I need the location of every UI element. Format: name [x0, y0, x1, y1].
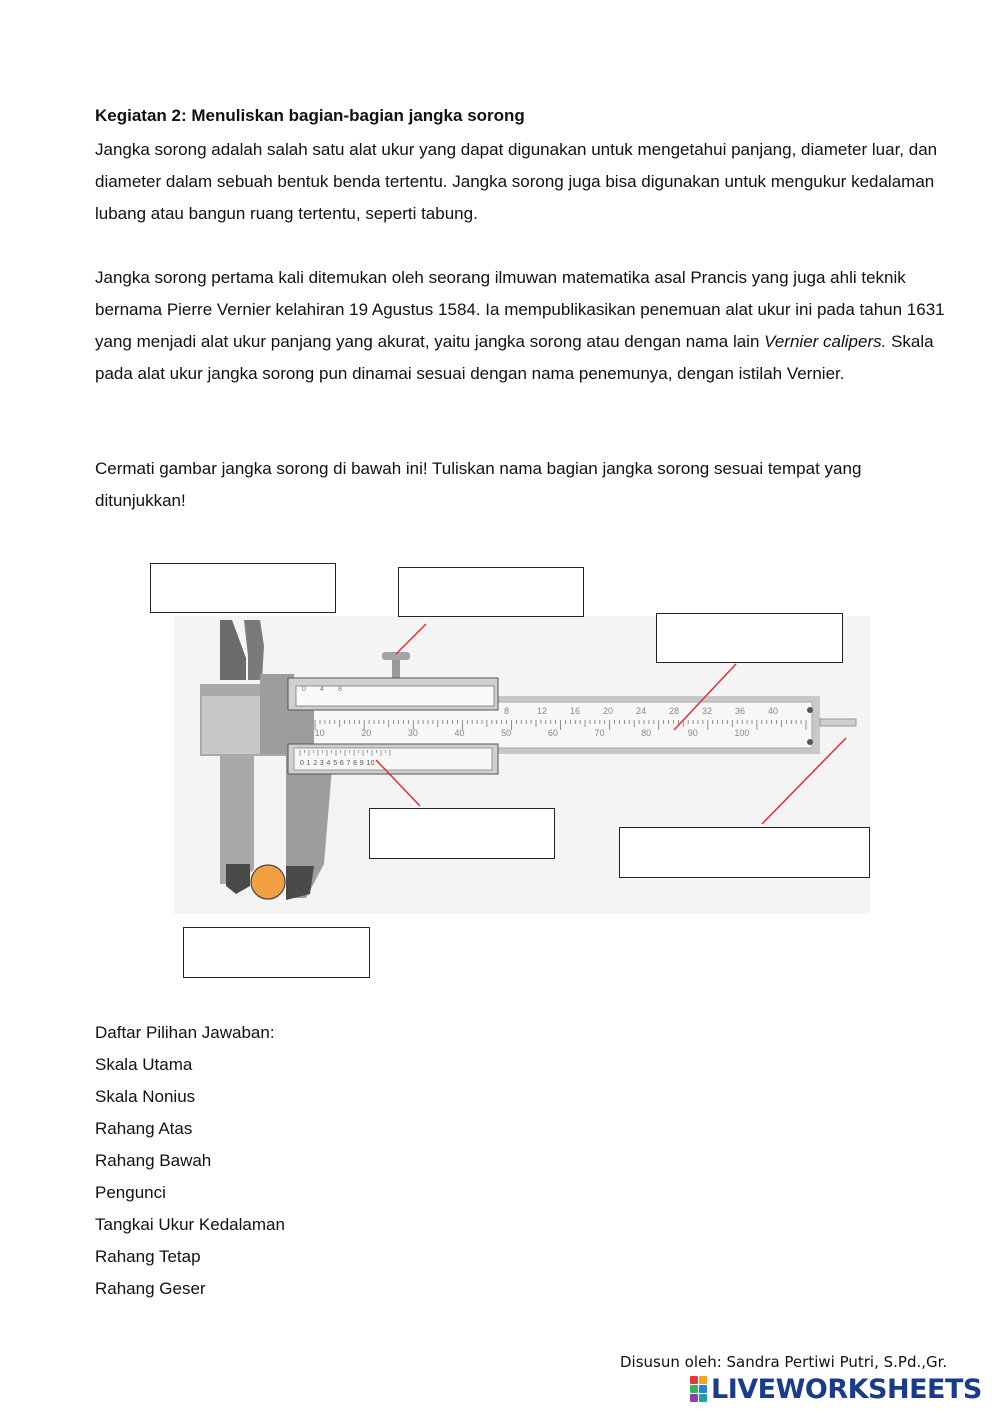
choice-item: Tangkai Ukur Kedalaman — [95, 1215, 285, 1234]
logo-square — [699, 1376, 707, 1384]
depth-scale-window — [296, 686, 494, 706]
logo-square — [690, 1385, 698, 1393]
fixed-jaw-tip — [226, 864, 250, 894]
beam-rivet-bottom — [807, 739, 813, 745]
main-scale-label: 60 — [547, 728, 558, 738]
depth-rod — [820, 719, 856, 726]
choice-item: Rahang Atas — [95, 1119, 193, 1138]
answer-box-depth-rod[interactable] — [619, 827, 870, 878]
upper-scale-label: 36 — [735, 706, 746, 716]
vernier-scale-labels: 0 1 2 3 4 5 6 7 8 9 10 — [300, 760, 375, 767]
liveworksheets-logo[interactable] — [690, 1374, 982, 1404]
choice-item: Skala Nonius — [95, 1087, 196, 1106]
logo-square — [699, 1394, 707, 1402]
main-scale-label: 100 — [734, 728, 750, 738]
answer-box-lower-jaw[interactable] — [183, 927, 370, 978]
logo-square — [690, 1394, 698, 1402]
choice-item: Rahang Bawah — [95, 1151, 212, 1170]
main-scale-label: 50 — [501, 728, 512, 738]
instruction-paragraph: Cermati gambar jangka sorong di bawah ini! Tuliskan nama bagian jangka sorong sesuai tempat yang ditunjukkan! — [95, 459, 862, 510]
beam-rivet-top — [807, 707, 813, 713]
answer-choices — [95, 1017, 285, 1305]
main-scale-label: 90 — [687, 728, 698, 738]
choice-item: Rahang Tetap — [95, 1247, 201, 1266]
measured-object — [251, 865, 285, 899]
logo-square — [690, 1376, 698, 1384]
upper-scale-8: 8 — [338, 686, 342, 693]
author-credit: Disusun oleh: Sandra Pertiwi Putri, S.Pd.,Gr. — [620, 1353, 948, 1371]
sliding-jaw-tip — [286, 866, 314, 900]
choice-item: Skala Utama — [95, 1055, 193, 1074]
choice-item: Rahang Geser — [95, 1279, 206, 1298]
history-text-before: Jangka sorong pertama kali ditemukan oleh seorang ilmuwan matematika asal Prancis yang juga ahli teknik bernama Pierre Vernier kelahiran 19 Agustus 1584. Ia mempublikasikan penemuan alat ukur ini pada tahun 1631 yang menjadi alat ukur panjang yang akurat, yaitu jangka sorong atau dengan nama lain — [95, 268, 945, 351]
main-scale-label: 40 — [454, 728, 465, 738]
upper-scale-label: 8 — [504, 706, 510, 716]
choice-item: Pengunci — [95, 1183, 166, 1202]
page-title: Kegiatan 2: Menuliskan bagian-bagian jangka sorong — [95, 106, 525, 125]
logo-square — [699, 1385, 707, 1393]
answer-box-vernier-scale[interactable] — [369, 808, 555, 859]
answer-box-upper-jaw[interactable] — [150, 563, 336, 613]
main-scale-label: 80 — [641, 728, 652, 738]
upper-scale-label: 40 — [768, 706, 779, 716]
liveworksheets-logo-icon — [690, 1376, 707, 1402]
main-scale-label: 20 — [361, 728, 372, 738]
upper-scale-0: 0 — [302, 686, 306, 693]
upper-scale-4: 4 — [320, 686, 324, 693]
upper-jaw-sliding — [244, 620, 264, 680]
upper-scale-label: 16 — [570, 706, 581, 716]
main-scale-label: 30 — [407, 728, 418, 738]
pointer-line-lock — [396, 624, 426, 654]
upper-scale-label: 32 — [702, 706, 713, 716]
main-scale-label: 70 — [594, 728, 605, 738]
history-text-italic: Vernier calipers. — [764, 332, 887, 351]
upper-scale-label: 12 — [537, 706, 548, 716]
upper-jaw-fixed — [220, 620, 246, 680]
answer-box-main-scale[interactable] — [656, 613, 843, 663]
upper-scale-label: 24 — [636, 706, 647, 716]
history-text-after: Skala pada alat ukur jangka sorong pun dinamai sesuai dengan nama penemunya, dengan istilah Vernier. — [95, 332, 934, 383]
intro-paragraph: Jangka sorong adalah salah satu alat ukur yang dapat digunakan untuk mengetahui panjang, diameter luar, dan diameter dalam sebuah bentuk benda tertentu. Jangka sorong juga bisa digunakan untuk mengukur kedalaman lubang atau bangun ruang tertentu, seperti tabung. — [95, 140, 938, 223]
choices-title: Daftar Pilihan Jawaban: — [95, 1023, 275, 1042]
upper-scale-label: 28 — [669, 706, 680, 716]
main-scale-label: 10 — [314, 728, 325, 738]
liveworksheets-wordmark: LIVEWORKSHEETS — [711, 1373, 982, 1405]
answer-box-lock[interactable] — [398, 567, 584, 617]
upper-scale-label: 20 — [603, 706, 614, 716]
history-paragraph — [95, 262, 955, 390]
